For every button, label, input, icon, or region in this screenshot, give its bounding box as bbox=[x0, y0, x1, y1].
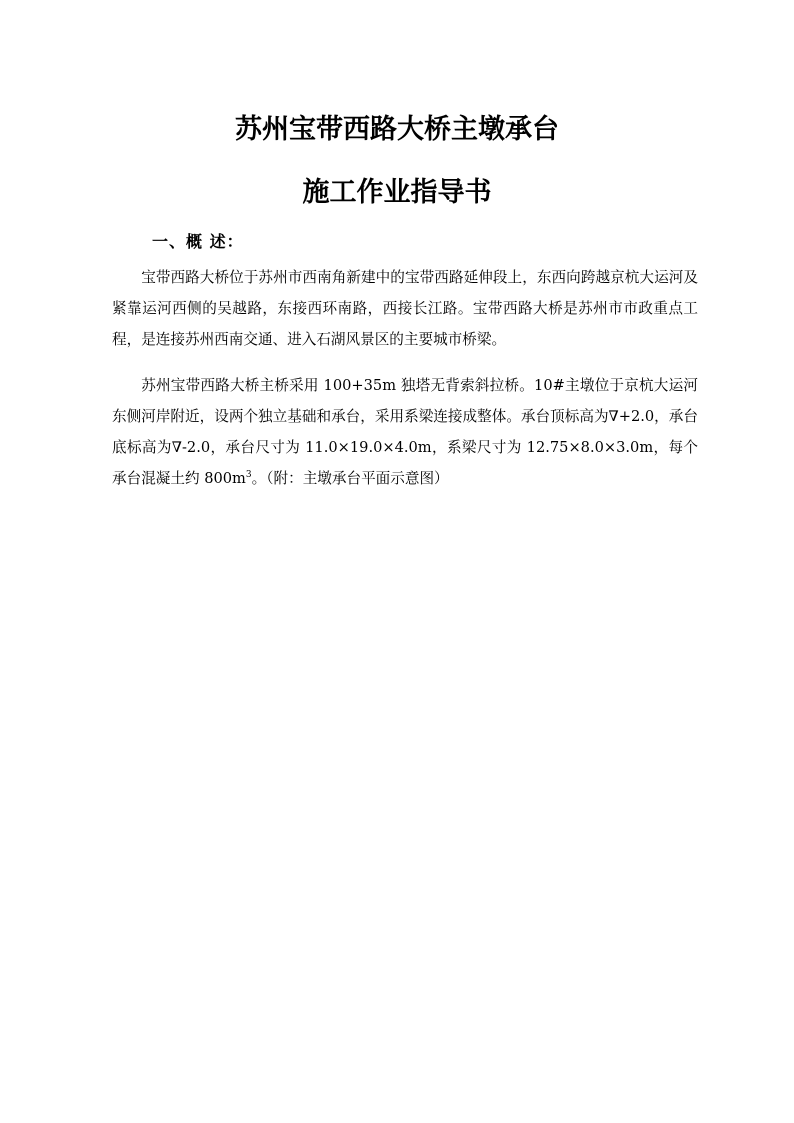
section-heading-overview: 一、概 述： bbox=[152, 232, 244, 251]
superscript-cubic: 3 bbox=[245, 470, 252, 481]
paragraph-bridge-location: 宝带西路大桥位于苏州市西南角新建中的宝带西路延伸段上，东西向跨越京杭大运河及紧靠运河西侧的吴越路，东接西环南路，西接长江路。宝带西路大桥是苏州市市政重点工程，是连接苏州西南交通、进入石湖风景区的主要城市桥梁。 bbox=[112, 269, 698, 348]
paragraph-bridge-structure-text: 苏州宝带西路大桥主桥采用 100+35m 独塔无背索斜拉桥。10#主墩位于京杭大运河东侧河岸附近，设两个独立基础和承台，采用系梁连接成整体。承台顶标高为∇+2.0，承台底标高为∇-2.0，承台尺寸为 11.0×19.0×4.0m，系梁尺寸为 12.75×8.0×3.0m，每个承台混凝土约 800m bbox=[112, 377, 698, 487]
paragraph-bridge-structure-tail: 。（附：主墩承台平面示意图） bbox=[251, 470, 449, 487]
paragraph-bridge-structure bbox=[112, 370, 698, 494]
document-title-line-1: 苏州宝带西路大桥主墩承台 bbox=[235, 114, 559, 145]
document-title-line-2: 施工作业指导书 bbox=[302, 177, 492, 208]
